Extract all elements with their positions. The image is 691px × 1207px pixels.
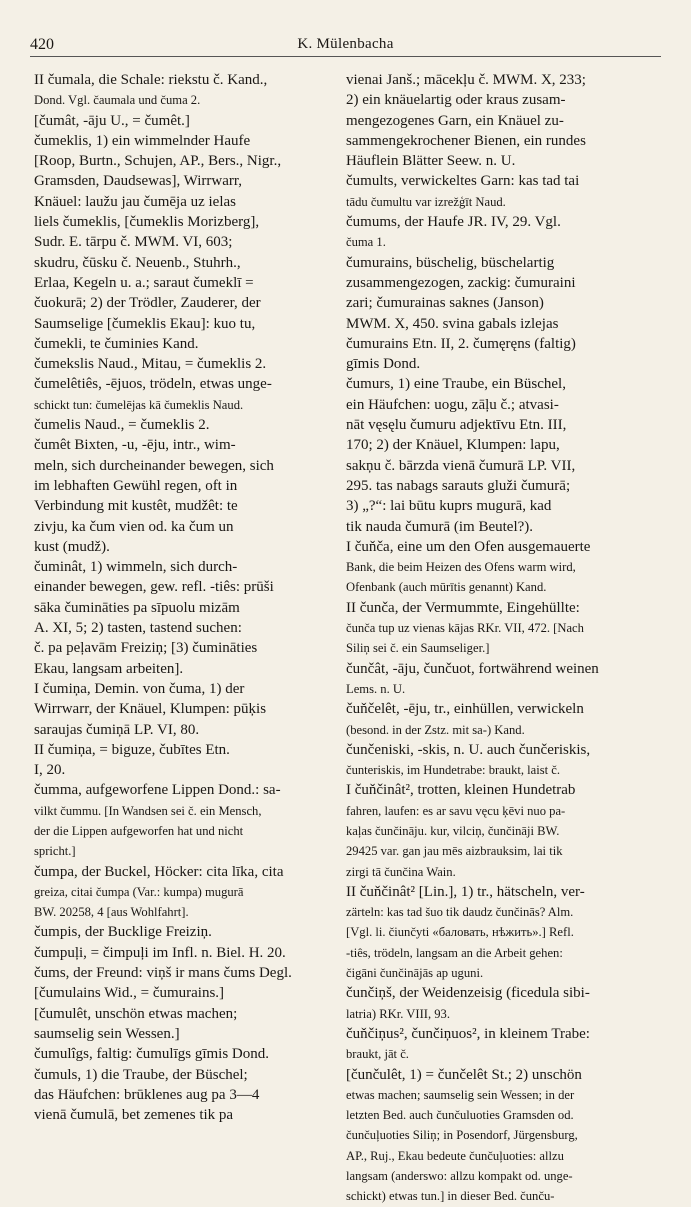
text-line: Gramsden, Daudsewas], Wirrwarr, xyxy=(34,173,243,190)
text-line: čumurains Etn. II, 2. čumęręns (faltig) xyxy=(346,335,576,352)
text-line: čuma 1. xyxy=(346,235,386,250)
text-line: mengezogenes Garn, ein Knäuel zu- xyxy=(346,112,564,129)
text-line: das Häufchen: brūklenes aug pa 3—4 xyxy=(34,1086,260,1103)
text-line: spricht.] xyxy=(34,844,76,859)
text-line: zari; čumurainas saknes (Janson) xyxy=(346,295,544,312)
text-line: 29425 var. gan jau mēs aizbrauksim, lai tik xyxy=(346,844,563,859)
text-line: I, 20. xyxy=(34,762,66,779)
text-line: -tiês, trödeln, langsam an die Arbeit gehen: xyxy=(346,945,563,960)
text-line: AP., Ruj., Ekau bedeute čunčuļuoties: allzu xyxy=(346,1148,564,1163)
text-line: čumpa, der Buckel, Höcker: cita līka, cita xyxy=(34,863,284,880)
text-line: 2) ein knäuelartig oder kraus zusam- xyxy=(346,92,566,109)
text-line: fahren, laufen: es ar savu vęcu ķēvi nuo pa- xyxy=(346,803,566,818)
text-line: im lebhaften Gewühl regen, oft in xyxy=(34,477,238,494)
text-line: Wirrwarr, der Knäuel, Klumpen: pūķis xyxy=(34,701,267,718)
text-line: zusammengezogen, zackig: čumuraini xyxy=(346,274,576,291)
text-line: skudru, čūsku č. Neuenb., Stuhrh., xyxy=(34,254,241,271)
text-line: schickt) etwas tun.] in dieser Bed. čunču- xyxy=(346,1189,555,1204)
left-column xyxy=(34,70,334,1124)
text-line: 3) „?“: lai būtu kuprs mugurā, kad xyxy=(346,498,552,515)
text-line: BW. 20258, 4 [aus Wohlfahrt]. xyxy=(34,905,189,920)
text-line: tik nauda čumurā (im Beutel?). xyxy=(346,518,534,535)
text-line: čuňčiņus², čunčiņuos², in kleinem Trabe: xyxy=(346,1025,590,1042)
text-line: vienai Janš.; mācekļu č. MWM. X, 233; xyxy=(346,72,586,88)
text-line: čumurains, büschelig, büschelartig xyxy=(346,254,555,271)
text-line: [čumulains Wid., = čumurains.] xyxy=(34,985,225,1002)
text-line: čunčiņš, der Weidenzeisig (ficedula sibi- xyxy=(346,985,590,1002)
text-line: Verbindung mit kustêt, mudžêt: te xyxy=(34,498,238,515)
text-line: čuminât, 1) wimmeln, sich durch- xyxy=(34,559,238,576)
text-line: 170; 2) der Knäuel, Klumpen: lapu, xyxy=(346,437,560,454)
text-line: čumekli, te čuminies Kand. xyxy=(34,335,199,352)
text-line: čumurs, 1) eine Traube, ein Büschel, xyxy=(346,376,566,393)
right-column xyxy=(346,70,662,1204)
text-line: kaļas čunčināju. kur, vilciņ, čunčināji BW. xyxy=(346,823,560,838)
text-line: vienā čumulā, bet zemenes tik pa xyxy=(34,1107,234,1124)
text-line: etwas machen; saumselig sein Wessen; in der xyxy=(346,1087,575,1102)
text-line: nāt vęsęlu čumuru adjektīvu Etn. III, xyxy=(346,417,567,434)
text-line: liels čumeklis, [čumeklis Morizberg], xyxy=(34,214,260,231)
text-line: schickt tun: čumelējas kā čumeklis Naud. xyxy=(34,397,244,412)
text-line: einander bewegen, gew. refl. -tiês: prūši xyxy=(34,579,274,596)
text-line: čumekslis Naud., Mitau, = čumeklis 2. xyxy=(34,356,267,373)
text-line: [čumât, -āju U., = čumêt.] xyxy=(34,112,190,129)
text-line: latria) RKr. VIII, 93. xyxy=(346,1006,450,1021)
text-line: zärteln: kas tad šuo tik daudz čunčinās? Alm. xyxy=(346,905,574,920)
text-line: čums, der Freund: viņš ir mans čums Degl. xyxy=(34,965,292,982)
text-line: [Roop, Burtn., Schujen, AP., Bers., Nigr., xyxy=(34,153,282,170)
text-line: č. pa peļavām Freiziņ; [3) čumināties xyxy=(34,640,258,657)
text-line: čumeklis, 1) ein wimmelnder Haufe xyxy=(34,132,251,149)
text-line: čumpuļi, = čimpuļi im Infl. n. Biel. H. 20. xyxy=(34,944,286,961)
text-line: tādu čumultu var izrežģīt Naud. xyxy=(346,194,506,209)
text-line: kust (mudž). xyxy=(34,538,110,555)
text-line: MWM. X, 450. svina gabals izlejas xyxy=(346,315,559,332)
text-line: čumums, der Haufe JR. IV, 29. Vgl. xyxy=(346,214,561,231)
text-line: čunčât, -āju, čunčuot, fortwährend weinen xyxy=(346,660,599,677)
text-line: I čuňčinât², trotten, kleinen Hundetrab xyxy=(346,782,576,799)
text-line: II čumiņa, = biguze, čubītes Etn. xyxy=(34,741,230,758)
text-line: I čumiņa, Demin. von čuma, 1) der xyxy=(34,680,245,697)
text-line: čunča tup uz vienas kājas RKr. VII, 472. [Nach xyxy=(346,621,584,636)
text-line: čumelêtiês, -ējuos, trödeln, etwas unge- xyxy=(34,376,272,393)
text-line: Erlaa, Kegeln u. a.; saraut čumeklī = xyxy=(34,274,254,291)
text-line: čunčuļuoties Siliņ; in Posendorf, Jürgensburg, xyxy=(346,1128,578,1143)
text-line: (besond. in der Zstz. mit sa-) Kand. xyxy=(346,722,525,737)
text-line: A. XI, 5; 2) tasten, tastend suchen: xyxy=(34,620,242,637)
text-line: Ekau, langsam arbeiten]. xyxy=(34,660,184,677)
text-line: čuňčelêt, -ēju, tr., einhüllen, verwickeln xyxy=(346,701,584,718)
text-line: Häuflein Blätter Seew. n. U. xyxy=(346,153,516,170)
text-line: braukt, jāt č. xyxy=(346,1047,409,1062)
text-line: [čumulêt, unschön etwas machen; xyxy=(34,1005,238,1022)
text-line: čumelis Naud., = čumeklis 2. xyxy=(34,417,210,434)
text-line: gīmis Dond. xyxy=(346,356,421,373)
text-line: II čuňčinât² [Lin.], 1) tr., hätscheln, ver- xyxy=(346,883,585,900)
text-line: saumselig sein Wessen.] xyxy=(34,1025,180,1042)
text-line: Lems. n. U. xyxy=(346,681,406,696)
text-line: čumpis, der Bucklige Freiziņ. xyxy=(34,924,212,941)
text-line: Sudr. E. tārpu č. MWM. VI, 603; xyxy=(34,234,233,251)
text-line: čunčeniski, -skis, n. U. auch čunčeriskis, xyxy=(346,741,591,758)
text-line: II čumala, die Schale: riekstu č. Kand., xyxy=(34,72,268,88)
text-line: zirgi tā čunčina Wain. xyxy=(346,864,456,879)
text-line: Dond. Vgl. čaumala und čuma 2. xyxy=(34,93,201,108)
text-line: langsam (anderswo: allzu kompakt od. unge- xyxy=(346,1169,573,1184)
text-line: sakņu č. bārzda vienā čumurā LP. VII, xyxy=(346,457,576,474)
text-line: Ofenbank (auch mūrītis genannt) Kand. xyxy=(346,580,547,595)
text-line: [Vgl. li. čiunčyti «баловать, нѣжить».] Refl. xyxy=(346,925,574,940)
text-line: čuokurā; 2) der Trödler, Zauderer, der xyxy=(34,295,261,312)
text-line: sāka čumināties pa sīpuolu mizām xyxy=(34,599,240,616)
text-line: Siliņ sei č. ein Saumseliger.] xyxy=(346,641,490,656)
text-line: 295. tas nabags sarauts gluži čumurā; xyxy=(346,477,571,494)
text-line: čumêt Bixten, -u, -ēju, intr., wim- xyxy=(34,437,236,454)
text-line: saraujas čumiņā LP. VI, 80. xyxy=(34,721,200,738)
running-title: K. Mülenbacha xyxy=(297,36,394,52)
text-line: čumulîgs, faltig: čumulīgs gīmis Dond. xyxy=(34,1046,269,1063)
page-header xyxy=(30,32,661,57)
text-line: čunteriskis, im Hundetrabe: braukt, laist č. xyxy=(346,763,561,778)
text-line: čigāni čunčinājās ap uguni. xyxy=(346,966,484,981)
text-line: vilkt čummu. [In Wandsen sei č. ein Mensch, xyxy=(34,803,262,818)
text-line: meln, sich durcheinander bewegen, sich xyxy=(34,457,274,474)
text-line: II čunča, der Vermummte, Eingehüllte: xyxy=(346,599,580,616)
text-line: ein Häufchen: uogu, zāļu č.; atvasi- xyxy=(346,396,559,413)
text-line: zivju, ka čum vien od. ka čum un xyxy=(34,518,234,535)
text-line: I čuňča, eine um den Ofen ausgemauerte xyxy=(346,538,591,555)
page-number: 420 xyxy=(30,36,54,53)
text-line: Knäuel: laužu jau čumēja uz ielas xyxy=(34,193,236,210)
text-line: der die Lippen aufgeworfen hat und nicht xyxy=(34,823,244,838)
text-line: Saumselige [čumeklis Ekau]: kuo tu, xyxy=(34,315,256,332)
text-line: [čunčulêt, 1) = čunčelêt St.; 2) unschön xyxy=(346,1066,582,1083)
text-line: greiza, citai čumpa (Var.: kumpa) mugurā xyxy=(34,884,244,899)
text-line: čumuls, 1) die Traube, der Büschel; xyxy=(34,1066,248,1083)
text-line: letzten Bed. auch čunčuluoties Gramsden od. xyxy=(346,1108,574,1123)
text-line: Bank, die beim Heizen des Ofens warm wird, xyxy=(346,560,576,575)
text-line: sammengekrochener Bienen, ein rundes xyxy=(346,132,586,149)
text-line: čumults, verwickeltes Garn: kas tad tai xyxy=(346,173,580,190)
text-line: čumma, aufgeworfene Lippen Dond.: sa- xyxy=(34,782,281,799)
